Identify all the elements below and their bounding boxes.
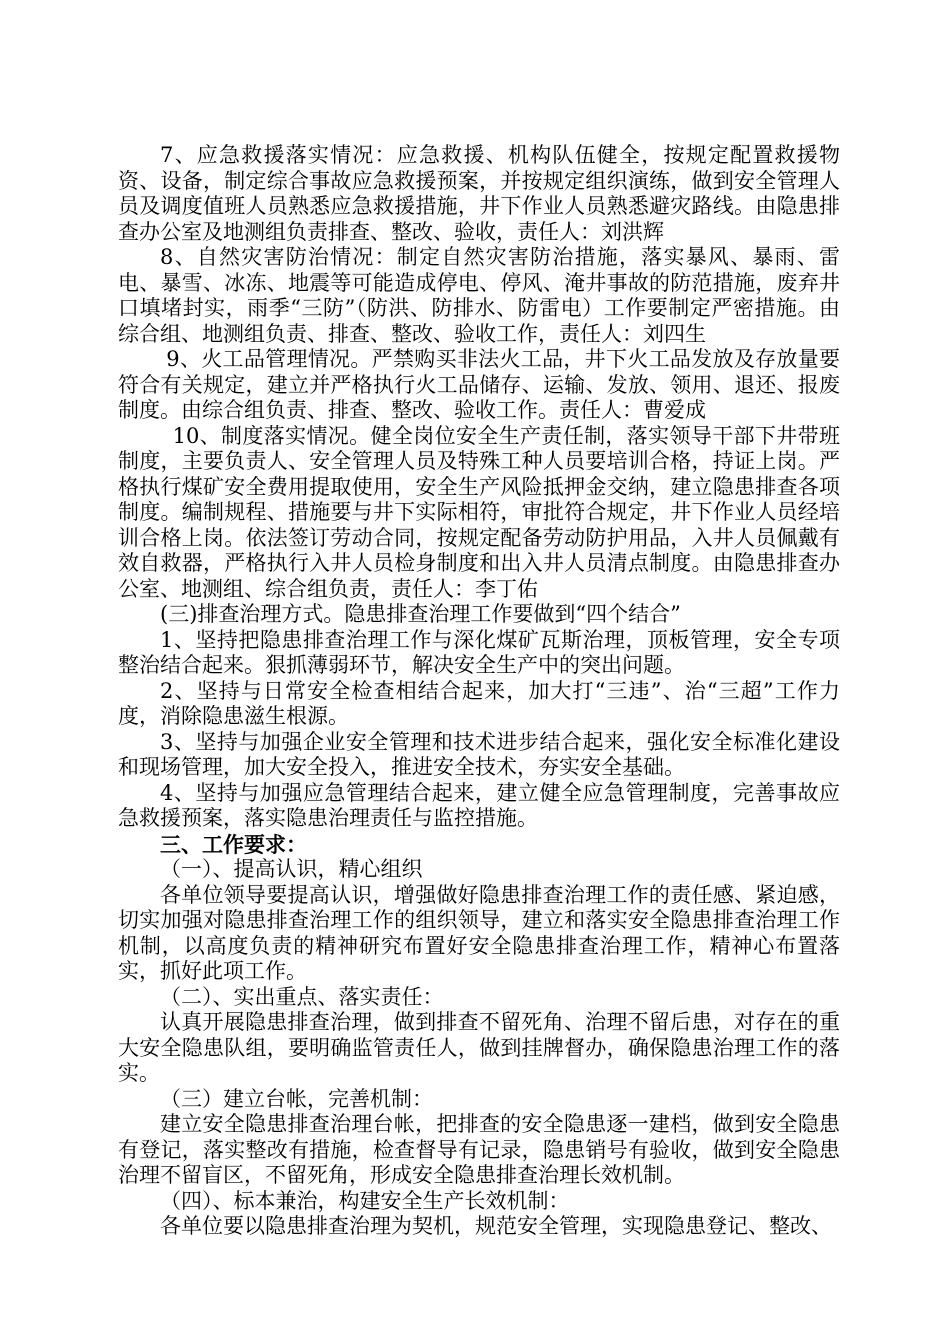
paragraph-item-10: 10、制度落实情况。健全岗位安全生产责任制，落实领导干部下井带班制度，主要负责人、安全管理人员及特殊工种人员要培训合格，持证上岗。严格执行煤矿安全费用提取使用，安全生产风险抵押金交纳，建立隐患排查各项制度。编制规程、措施要与井下实际相符，审批符合规定，井下作业人员经培训合格上岗。依法签订劳动合同，按规定配备劳动防护用品，入井人员佩戴有效自救器，严格执行入井人员检身制度和出入井人员清点制度。由隐患排查办公室、地测组、综合组负责，责任人：李丁佑 [118, 423, 840, 601]
document-body [118, 143, 840, 1240]
combination-item-4: 4、坚持与加强应急管理结合起来，建立健全应急管理制度，完善事故应急救援预案，落实隐患治理责任与监控措施。 [118, 780, 840, 830]
requirement-body-3: 建立安全隐患排查治理台帐，把排查的安全隐患逐一建档，做到安全隐患有登记，落实整改有措施，检查督导有记录，隐患销号有验收，做到安全隐患治理不留盲区，不留死角，形成安全隐患排查治理长效机制。 [118, 1112, 840, 1187]
combination-item-2: 2、坚持与日常安全检查相结合起来，加大打“三违”、治“三超”工作力度，消除隐患滋生根源。 [118, 678, 840, 728]
requirement-heading-4: （四）、标本兼治，构建安全生产长效机制： [160, 1188, 570, 1213]
section-heading-inspection-method: (三)排查治理方式。隐患排查治理工作要做到“四个结合” [160, 602, 681, 626]
paragraph-item-7: 7、应急救援落实情况：应急救援、机构队伍健全，按规定配置救援物资、设备，制定综合事故应急救援预案，并按规定组织演练，做到安全管理人员及调度值班人员熟悉应急救援措施，井下作业人员熟悉避灾路线。由隐患排查办公室及地测组负责排查、整改、验收，责任人：刘洪辉 [118, 143, 840, 244]
requirement-body-4: 各单位要以隐患排查治理为契机，规范安全管理，实现隐患登记、整改、 [160, 1214, 832, 1238]
requirement-heading-2: （二）、实出重点、落实责任： [160, 984, 444, 1009]
requirement-heading-3: （三）建立台帐，完善机制： [160, 1086, 433, 1111]
section-heading-work-requirements: 三、工作要求： [160, 831, 307, 857]
requirement-body-2: 认真开展隐患排查治理，做到排查不留死角、治理不留后患，对存在的重大安全隐患队组，要明确监管责任人，做到挂牌督办，确保隐患治理工作的落实。 [118, 1010, 840, 1085]
requirement-body-1: 各单位领导要提高认识，增强做好隐患排查治理工作的责任感、紧迫感，切实加强对隐患排查治理工作的组织领导，建立和落实安全隐患排查治理工作机制，以高度负责的精神研究布置好安全隐患排查治理工作，精神心布置落实，抓好此项工作。 [118, 882, 840, 983]
combination-item-3: 3、坚持与加强企业安全管理和技术进步结合起来，强化安全标准化建设和现场管理，加大安全投入，推进安全技术，夯实安全基础。 [118, 729, 840, 779]
paragraph-item-9: 9、火工品管理情况。严禁购买非法火工品，井下火工品发放及存放量要符合有关规定，建立并严格执行火工品储存、运输、发放、领用、退还、报废制度。由综合组负责、排查、整改、验收工作。责任人：曹爱成 [118, 347, 840, 422]
combination-item-1: 1、坚持把隐患排查治理工作与深化煤矿瓦斯治理，顶板管理，安全专项整治结合起来。狠抓薄弱环节，解决安全生产中的突出问题。 [118, 627, 840, 677]
paragraph-item-8: 8、自然灾害防治情况：制定自然灾害防治措施，落实暴风、暴雨、雷电、暴雪、冰冻、地震等可能造成停电、停风、淹井事故的防范措施，废弃井口填堵封实，雨季“三防”（防洪、防排水、防雷电）工作要制定严密措施。由综合组、地测组负责、排查、整改、验收工作，责任人：刘四生 [118, 245, 840, 346]
requirement-heading-1: （一）、提高认识，精心组织 [160, 857, 423, 881]
